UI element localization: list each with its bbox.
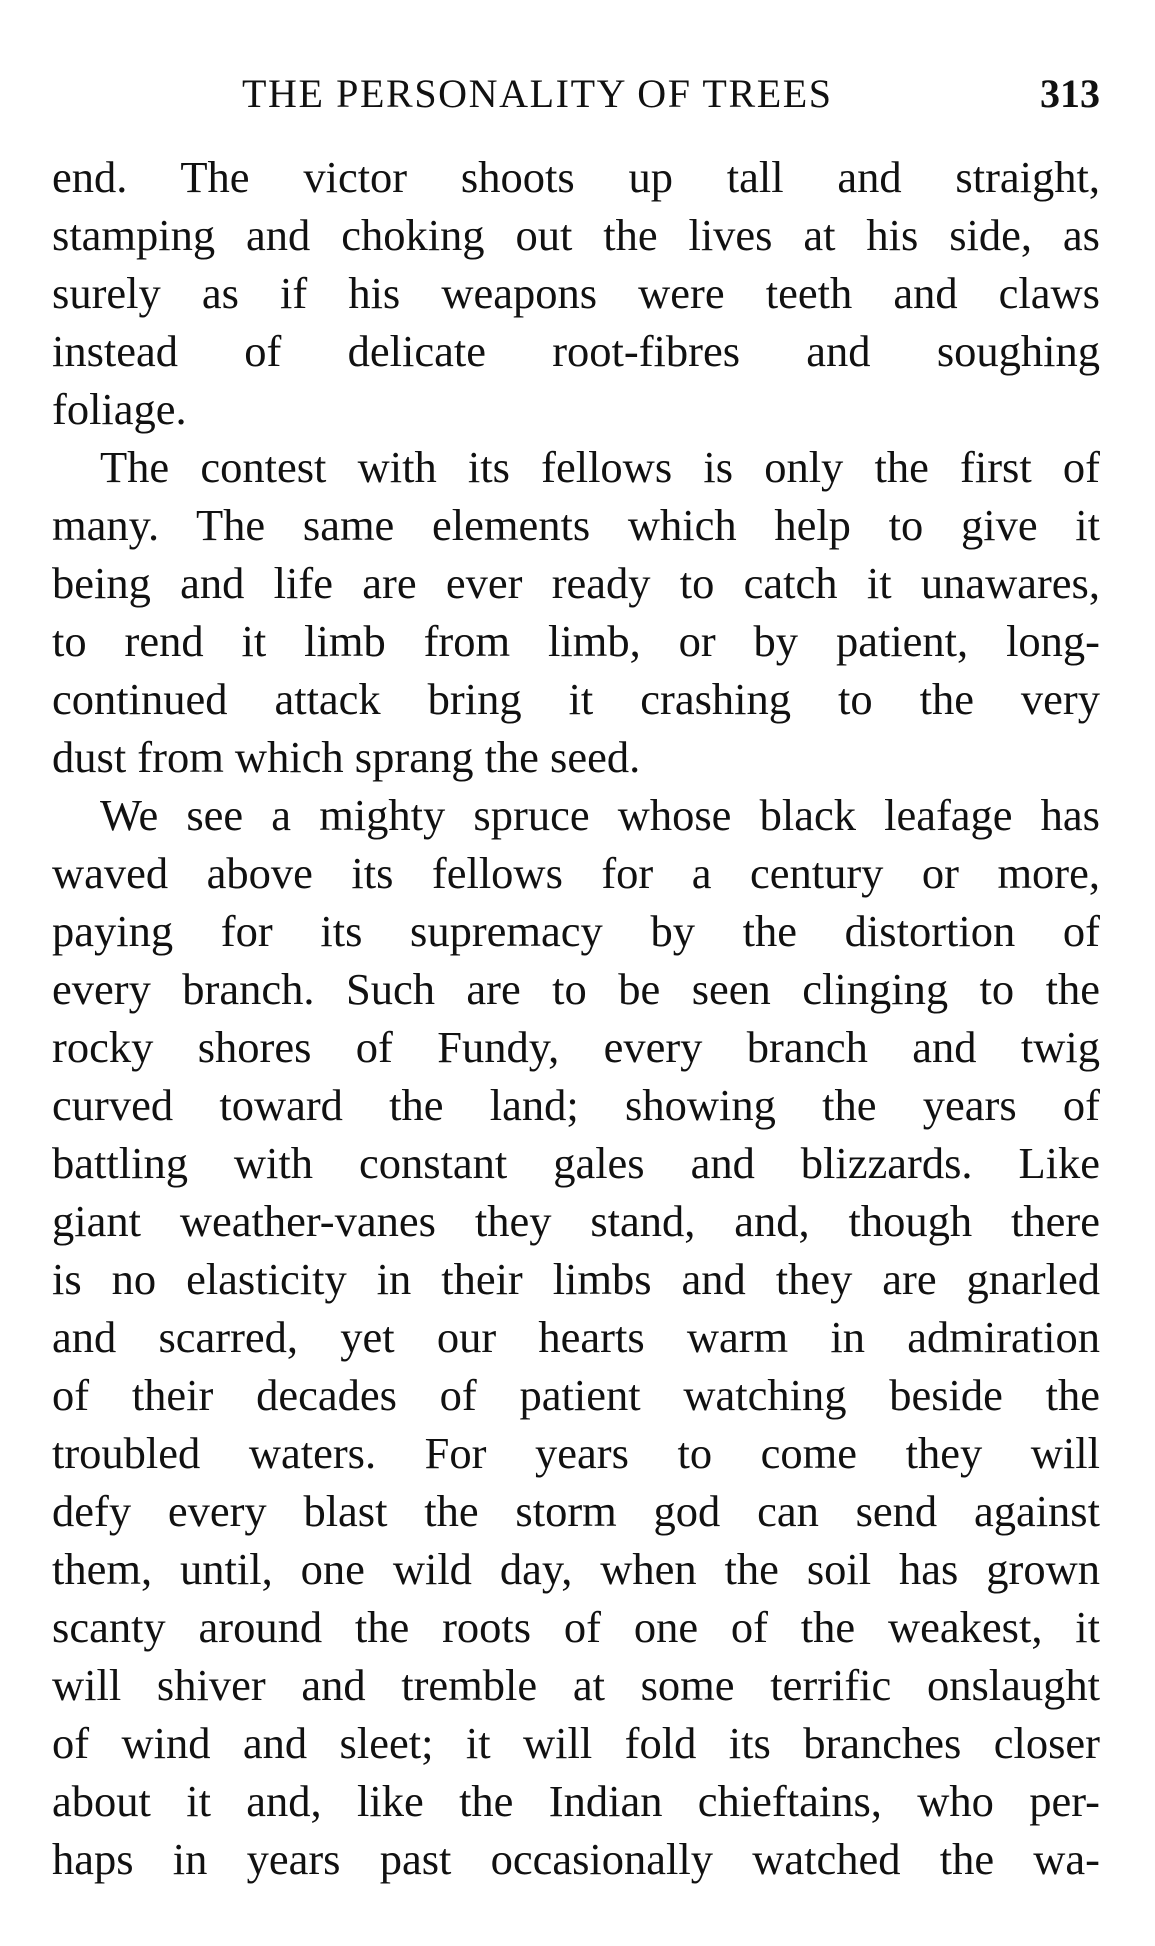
text-line: defy every blast the storm god can send against xyxy=(52,1486,1100,1536)
page-header xyxy=(52,70,1100,118)
text-line: waved above its fellows for a century or more, xyxy=(52,848,1100,898)
text-line: paying for its supremacy by the distortion of xyxy=(52,906,1100,956)
text-line: giant weather-vanes they stand, and, though there xyxy=(52,1196,1100,1246)
text-line: will shiver and tremble at some terrific onslaught xyxy=(52,1660,1100,1710)
running-title: THE PERSONALITY OF TREES xyxy=(242,71,833,116)
text-line: dust from which sprang the seed. xyxy=(52,732,641,782)
text-line: battling with constant gales and blizzards. Like xyxy=(52,1138,1100,1188)
paragraph-1 xyxy=(52,148,1100,438)
text-line: foliage. xyxy=(52,384,187,434)
text-line: haps in years past occasionally watched the wa- xyxy=(52,1834,1100,1884)
paragraph-3 xyxy=(52,786,1100,1888)
body-text xyxy=(52,148,1100,1888)
text-line: about it and, like the Indian chieftains, who per- xyxy=(52,1776,1100,1826)
text-line: troubled waters. For years to come they will xyxy=(52,1428,1100,1478)
text-line: every branch. Such are to be seen clinging to the xyxy=(52,964,1100,1014)
text-line: We see a mighty spruce whose black leafage has xyxy=(100,790,1100,840)
text-line: of their decades of patient watching beside the xyxy=(52,1370,1100,1420)
text-line: rocky shores of Fundy, every branch and twig xyxy=(52,1022,1100,1072)
text-line: scanty around the roots of one of the weakest, it xyxy=(52,1602,1100,1652)
text-line: stamping and choking out the lives at his side, as xyxy=(52,210,1100,260)
text-line: being and life are ever ready to catch it unawares, xyxy=(52,558,1100,608)
page-number: 313 xyxy=(1040,71,1100,116)
text-line: and scarred, yet our hearts warm in admiration xyxy=(52,1312,1100,1362)
text-line: of wind and sleet; it will fold its branches closer xyxy=(52,1718,1100,1768)
text-line: is no elasticity in their limbs and they are gnarled xyxy=(52,1254,1100,1304)
paragraph-2 xyxy=(52,438,1100,786)
text-line: continued attack bring it crashing to the very xyxy=(52,674,1100,724)
text-line: them, until, one wild day, when the soil has grown xyxy=(52,1544,1100,1594)
text-line: curved toward the land; showing the years of xyxy=(52,1080,1100,1130)
text-line: to rend it limb from limb, or by patient, long- xyxy=(52,616,1100,666)
text-line: instead of delicate root-fibres and soughing xyxy=(52,326,1100,376)
text-line: The contest with its fellows is only the first of xyxy=(100,442,1100,492)
text-line: many. The same elements which help to give it xyxy=(52,500,1100,550)
text-line: surely as if his weapons were teeth and claws xyxy=(52,268,1100,318)
text-line: end. The victor shoots up tall and straight, xyxy=(52,152,1100,202)
